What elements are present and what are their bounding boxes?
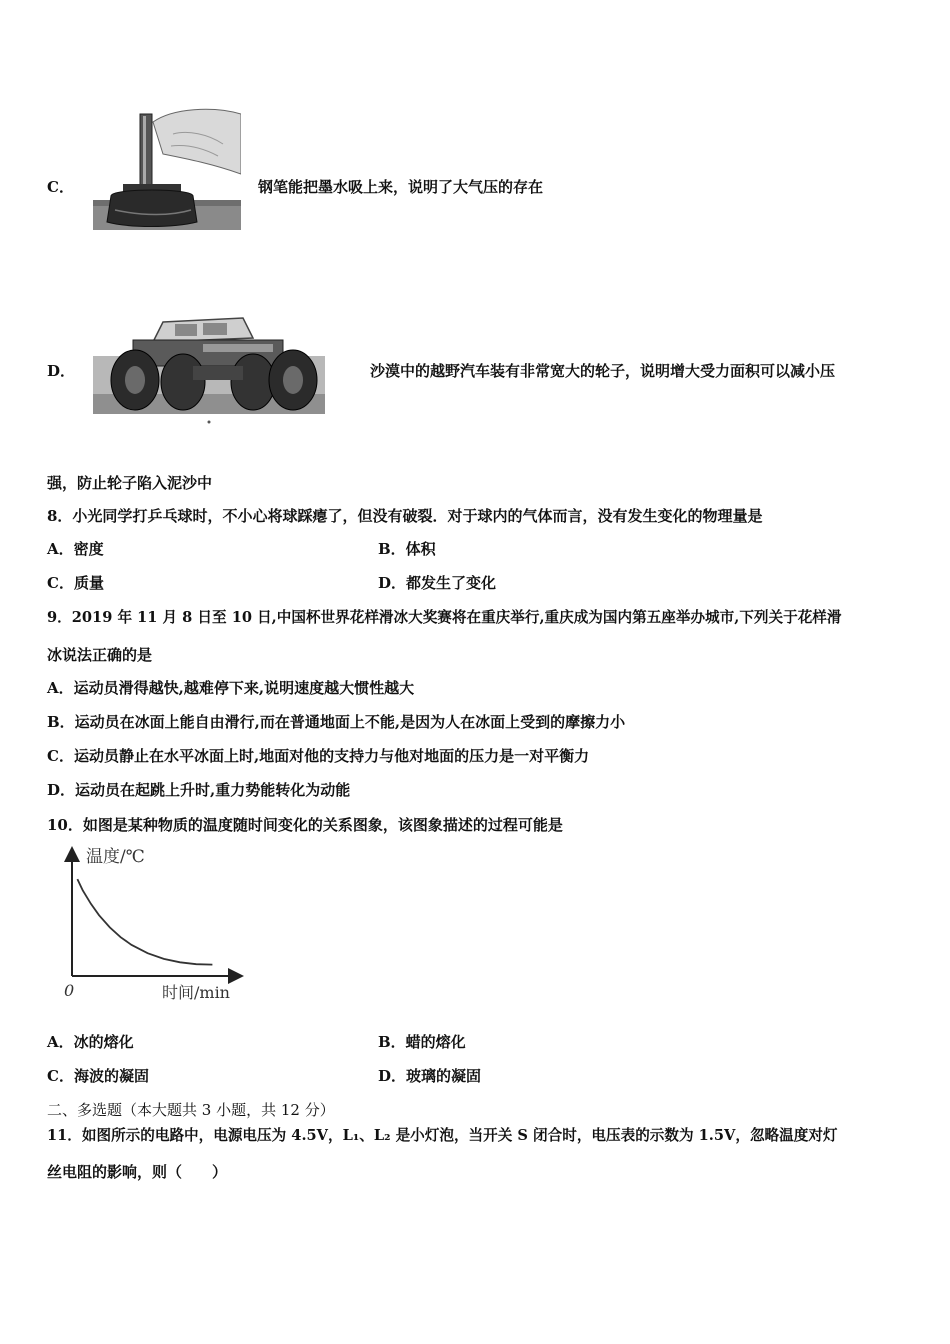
q7-option-d-label: D．: [47, 362, 76, 380]
temperature-time-chart: [58, 842, 258, 1006]
q10-stem: 10．如图是某种物质的温度随时间变化的关系图象，该图象描述的过程可能是: [47, 816, 563, 834]
q8-option-b: B．体积: [378, 540, 436, 558]
q9-stem-line1: 9．2019 年 11 月 8 日至 10 日,中国杯世界花样滑冰大奖赛将在重庆举行,重庆成为国内第五座举办城市,下列关于花样滑: [47, 609, 842, 626]
q11-stem-line1: 11．如图所示的电路中，电源电压为 4.5V，L₁、L₂ 是小灯泡，当开关 S 闭合时，电压表的示数为 1.5V，忽略温度对灯: [47, 1127, 838, 1144]
pen-ink-bottle-photo: [93, 104, 241, 230]
x-axis-label: 时间/min: [162, 983, 230, 1002]
q7-option-d-text-continued: 强，防止轮子陷入泥沙中: [47, 474, 213, 492]
q9-option-b: B．运动员在冰面上能自由滑行,而在普通地面上不能,是因为人在冰面上受到的摩擦力小: [47, 713, 626, 731]
section-2-title: 二、多选题（本大题共 3 小题，共 12 分）: [47, 1101, 335, 1119]
offroad-truck-photo: [93, 308, 325, 426]
q10-option-a: A．冰的熔化: [47, 1033, 134, 1051]
y-axis-label: 温度/℃: [86, 847, 145, 867]
q8-option-c: C．质量: [47, 574, 104, 592]
q10-option-c: C．海波的凝固: [47, 1067, 149, 1085]
q9-option-c: C．运动员静止在水平冰面上时,地面对他的支持力与他对地面的压力是一对平衡力: [47, 747, 590, 765]
q8-option-a: A．密度: [47, 540, 104, 558]
q10-option-d: D．玻璃的凝固: [378, 1067, 482, 1085]
q8-option-d: D．都发生了变化: [378, 574, 497, 592]
q7-option-c-label: C．: [47, 178, 74, 196]
q7-option-d-text: 沙漠中的越野汽车装有非常宽大的轮子，说明增大受力面积可以减小压: [370, 362, 836, 380]
q11-stem-line2: 丝电阻的影响，则（ ）: [47, 1163, 228, 1181]
q9-option-a: A．运动员滑得越快,越难停下来,说明速度越大惯性越大: [47, 679, 415, 697]
q9-option-d: D．运动员在起跳上升时,重力势能转化为动能: [47, 781, 351, 799]
origin-label: 0: [64, 981, 75, 1000]
q9-stem-line2: 冰说法正确的是: [47, 646, 153, 664]
cooling-curve-line: [77, 879, 212, 965]
q7-option-c-text: 钢笔能把墨水吸上来，说明了大气压的存在: [258, 178, 544, 196]
q10-option-b: B．蜡的熔化: [378, 1033, 466, 1051]
q8-stem: 8．小光同学打乒乓球时，不小心将球踩瘪了，但没有破裂．对于球内的气体而言，没有发生变化的物理量是: [47, 507, 763, 525]
